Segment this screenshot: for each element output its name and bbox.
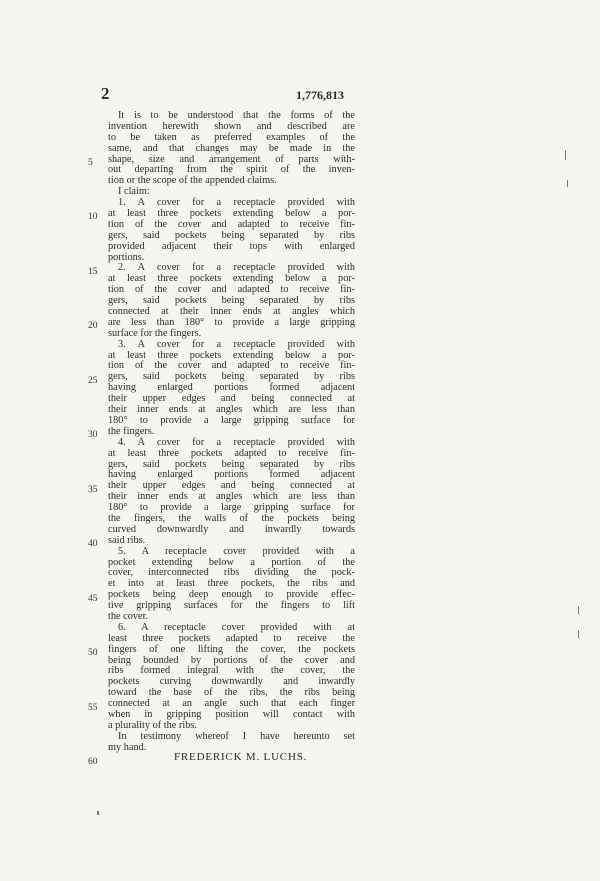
text-line: gers, said pockets being separated by ribs [108, 295, 355, 307]
text-line: having enlarged portions formed adjacent [108, 382, 355, 394]
text-line: pockets being deep enough to provide effec- [108, 589, 355, 601]
text-line: at least three pockets adapted to receive fin- [108, 447, 355, 459]
text-line: at least three pockets extending below a por- [108, 349, 355, 361]
text-line: the cover. [108, 610, 149, 622]
text-line: I claim: [118, 186, 150, 198]
text-line: to be taken as preferred examples of the [108, 131, 355, 143]
text-line: tion of the cover and adapted to receive fin- [108, 284, 355, 296]
text-line: gers, said pockets being separated by ribs [108, 371, 355, 383]
text-line: same, and that changes may be made in the [108, 142, 355, 154]
text-line: 180° to provide a large gripping surface for [108, 414, 355, 426]
inventor-signature: FREDERICK M. LUCHS. [174, 751, 308, 763]
text-line: shape, size and arrangement of parts with- [108, 153, 355, 165]
text-line: toward the base of the ribs, the ribs being [108, 687, 355, 699]
margin-line-number: 30 [88, 430, 98, 441]
margin-line-number: 15 [88, 266, 98, 277]
text-line: tion of the cover and adapted to receive fin- [108, 360, 355, 372]
margin-line-number: 40 [88, 539, 98, 550]
text-line: 2. A cover for a receptacle provided with [118, 262, 355, 274]
text-line: having enlarged portions formed adjacent [108, 469, 355, 481]
text-line: pocket extending below a portion of the [108, 556, 355, 568]
text-line: 5. A receptacle cover provided with a [118, 545, 355, 557]
text-line: my hand. [108, 741, 147, 753]
text-line: their upper edges and being connected at [108, 393, 355, 405]
text-line: ribs formed integral with the cover, the [108, 665, 355, 677]
text-line: 6. A receptacle cover provided with at [118, 621, 355, 633]
text-line: are less than 180° to provide a large gripping [108, 316, 355, 328]
text-line: the fingers, the walls of the pockets being [108, 512, 355, 524]
text-line: tive gripping surfaces for the fingers to lift [108, 600, 355, 612]
text-line: cover, interconnected ribs dividing the pock- [108, 567, 355, 579]
text-line: 180° to provide a large gripping surface for [108, 502, 355, 514]
text-line: their upper edges and being connected at [108, 480, 355, 492]
text-line: said ribs. [108, 534, 146, 546]
text-line: curved downwardly and inwardly towards [108, 523, 355, 535]
text-line: connected at an angle such that each finger [108, 698, 355, 710]
margin-line-number: 50 [88, 648, 98, 659]
margin-line-number: 20 [88, 321, 98, 332]
text-line: It is to be understood that the forms of the [118, 110, 355, 121]
patent-number: 1,776,813 [296, 88, 344, 102]
text-line: gers, said pockets being separated by ribs [108, 229, 355, 241]
text-line: their inner ends at angles which are less than [108, 491, 355, 503]
margin-line-number: 55 [88, 702, 98, 713]
text-line: gers, said pockets being separated by ribs [108, 458, 355, 470]
text-line: when in gripping position will contact with [108, 708, 355, 720]
text-line: portions. [108, 251, 145, 263]
text-line: et into at least three pockets, the ribs and [108, 578, 355, 590]
scan-artifact-mark [578, 606, 579, 614]
margin-line-number: 45 [88, 593, 98, 604]
text-line: pockets curving downwardly and inwardly [108, 676, 355, 688]
margin-line-number: 25 [88, 375, 98, 386]
margin-line-number: 35 [88, 484, 98, 495]
text-line: In testimony whereof I have hereunto set [118, 730, 355, 742]
text-line: their inner ends at angles which are less than [108, 404, 355, 416]
margin-line-number: 5 [88, 157, 93, 168]
claims-text-column [108, 111, 355, 754]
text-line: out departing from the spirit of the inven- [108, 164, 355, 176]
text-line: fingers of one lifting the cover, the pockets [108, 643, 355, 655]
text-line: surface for the fingers. [108, 327, 202, 339]
text-line: being bounded by portions of the cover and [108, 654, 355, 666]
scan-artifact-mark [97, 811, 99, 815]
text-line: tion or the scope of the appended claims. [108, 175, 277, 187]
scan-artifact-mark [567, 180, 568, 187]
text-line: a plurality of the ribs. [108, 719, 197, 731]
text-line: 3. A cover for a receptacle provided with [118, 338, 355, 350]
page-number: 2 [101, 84, 110, 103]
text-line: provided adjacent their tops with enlarged [108, 240, 355, 252]
text-line: least three pockets adapted to receive the [108, 632, 355, 644]
text-line: the fingers. [108, 425, 155, 437]
scan-artifact-mark [578, 630, 579, 638]
text-line: at least three pockets extending below a por- [108, 208, 355, 220]
text-line: connected at their inner ends at angles which [108, 306, 355, 318]
margin-line-number: 60 [88, 757, 98, 768]
scan-artifact-mark [565, 150, 566, 160]
text-line: at least three pockets extending below a por- [108, 273, 355, 285]
text-line: tion of the cover and adapted to receive fin- [108, 218, 355, 230]
text-line: 1. A cover for a receptacle provided with [118, 197, 355, 209]
margin-line-number: 10 [88, 212, 98, 223]
text-line: 4. A cover for a receptacle provided with [118, 436, 355, 448]
text-line: invention herewith shown and described are [108, 120, 355, 132]
